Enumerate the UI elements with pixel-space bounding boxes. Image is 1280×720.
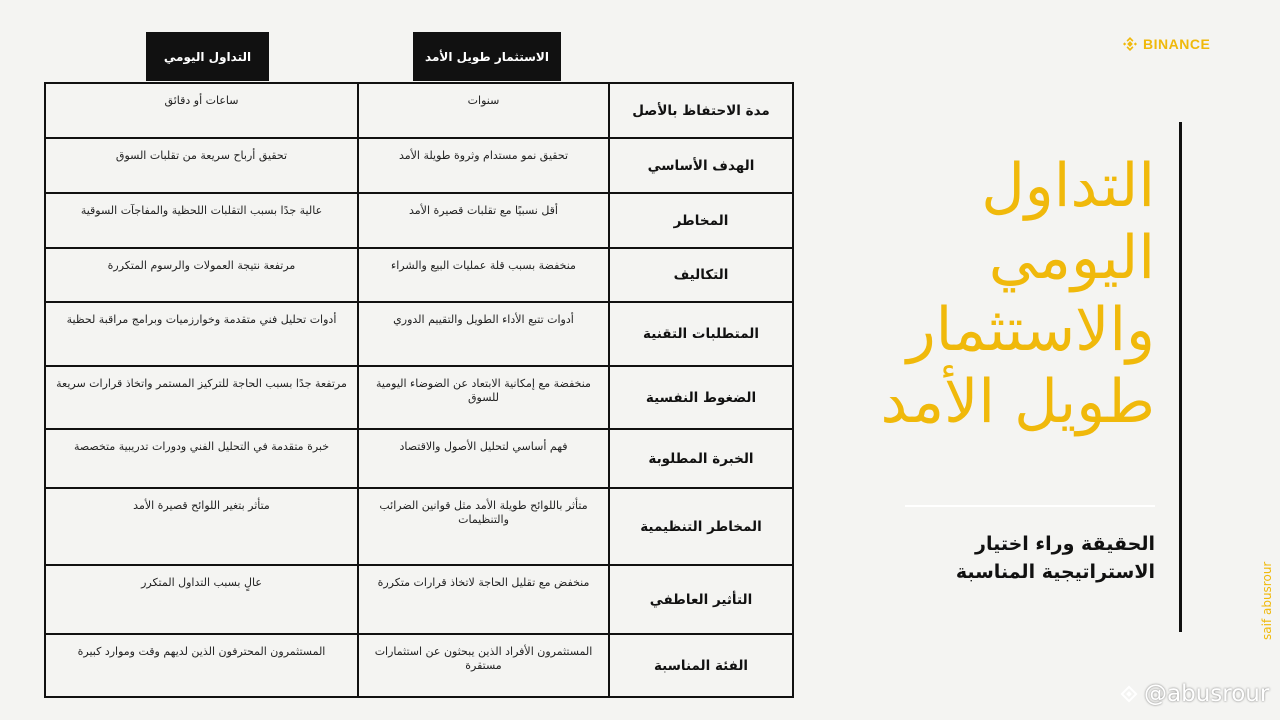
title-line: طويل الأمد xyxy=(880,367,1155,437)
daily-cell: تحقيق أرباح سريعة من تقلبات السوق xyxy=(45,138,358,193)
daily-cell: متأثر بتغير اللوائح قصيرة الأمد xyxy=(45,488,358,565)
binance-logo-icon xyxy=(1122,36,1138,52)
column-header-daily: التداول اليومي xyxy=(146,32,269,81)
row-label: المخاطر xyxy=(609,193,793,248)
title-line: والاستثمار xyxy=(906,295,1155,365)
watermark xyxy=(1118,681,1269,707)
daily-cell: مرتفعة نتيجة العمولات والرسوم المتكررة xyxy=(45,248,358,302)
subtitle xyxy=(855,530,1155,586)
longterm-cell: أقل نسبيًا مع تقلبات قصيرة الأمد xyxy=(358,193,609,248)
table-row xyxy=(45,248,793,302)
row-label: الخبرة المطلوبة xyxy=(609,429,793,488)
daily-cell: المستثمرون المحترفون الذين لديهم وقت وموارد كبيرة xyxy=(45,634,358,697)
row-label: المخاطر التنظيمية xyxy=(609,488,793,565)
longterm-cell: المستثمرون الأفراد الذين يبحثون عن استثمارات مستقرة xyxy=(358,634,609,697)
brand-name: BINANCE xyxy=(1143,36,1211,52)
table-row xyxy=(45,83,793,138)
row-label: مدة الاحتفاظ بالأصل xyxy=(609,83,793,138)
title-line: التداول xyxy=(981,151,1155,221)
table-row xyxy=(45,565,793,634)
table-row xyxy=(45,138,793,193)
column-header-longterm: الاستثمار طويل الأمد xyxy=(413,32,561,81)
title-line: اليومي xyxy=(988,223,1155,293)
table-row xyxy=(45,488,793,565)
title-underline xyxy=(905,505,1155,507)
author-name: saif abusrour xyxy=(1260,561,1274,640)
longterm-cell: متأثر باللوائح طويلة الأمد مثل قوانين الضرائب والتنظيمات xyxy=(358,488,609,565)
table-row xyxy=(45,193,793,248)
table-row xyxy=(45,634,793,697)
longterm-cell: منخفضة مع إمكانية الابتعاد عن الضوضاء اليومية للسوق xyxy=(358,366,609,429)
longterm-cell: فهم أساسي لتحليل الأصول والاقتصاد xyxy=(358,429,609,488)
vertical-divider xyxy=(1179,122,1182,632)
daily-cell: مرتفعة جدًا بسبب الحاجة للتركيز المستمر واتخاذ قرارات سريعة xyxy=(45,366,358,429)
binance-brand[interactable] xyxy=(1122,36,1210,52)
page-title xyxy=(825,150,1155,438)
row-label: التأثير العاطفي xyxy=(609,565,793,634)
watermark-handle: @abusrour xyxy=(1144,681,1270,707)
daily-cell: أدوات تحليل فني متقدمة وخوارزميات وبرامج مراقبة لحظية xyxy=(45,302,358,366)
longterm-cell: أدوات تتبع الأداء الطويل والتقييم الدوري xyxy=(358,302,609,366)
daily-cell: ساعات أو دقائق xyxy=(45,83,358,138)
row-label: الفئة المناسبة xyxy=(609,634,793,697)
daily-cell: عالية جدًا بسبب التقلبات اللحظية والمفاجآت السوقية xyxy=(45,193,358,248)
row-label: المتطلبات التقنية xyxy=(609,302,793,366)
binance-square-icon xyxy=(1118,683,1140,705)
longterm-cell: تحقيق نمو مستدام وثروة طويلة الأمد xyxy=(358,138,609,193)
row-label: الضغوط النفسية xyxy=(609,366,793,429)
row-label: الهدف الأساسي xyxy=(609,138,793,193)
table-row xyxy=(45,302,793,366)
longterm-cell: سنوات xyxy=(358,83,609,138)
subtitle-line: الحقيقة وراء اختيار xyxy=(975,533,1155,555)
daily-cell: خبرة متقدمة في التحليل الفني ودورات تدريبية متخصصة xyxy=(45,429,358,488)
table-row xyxy=(45,366,793,429)
table-row xyxy=(45,429,793,488)
longterm-cell: منخفض مع تقليل الحاجة لاتخاذ قرارات متكررة xyxy=(358,565,609,634)
longterm-cell: منخفضة بسبب قلة عمليات البيع والشراء xyxy=(358,248,609,302)
daily-cell: عالٍ بسبب التداول المتكرر xyxy=(45,565,358,634)
subtitle-line: الاستراتيجية المناسبة xyxy=(955,561,1155,583)
comparison-table xyxy=(44,82,794,698)
row-label: التكاليف xyxy=(609,248,793,302)
